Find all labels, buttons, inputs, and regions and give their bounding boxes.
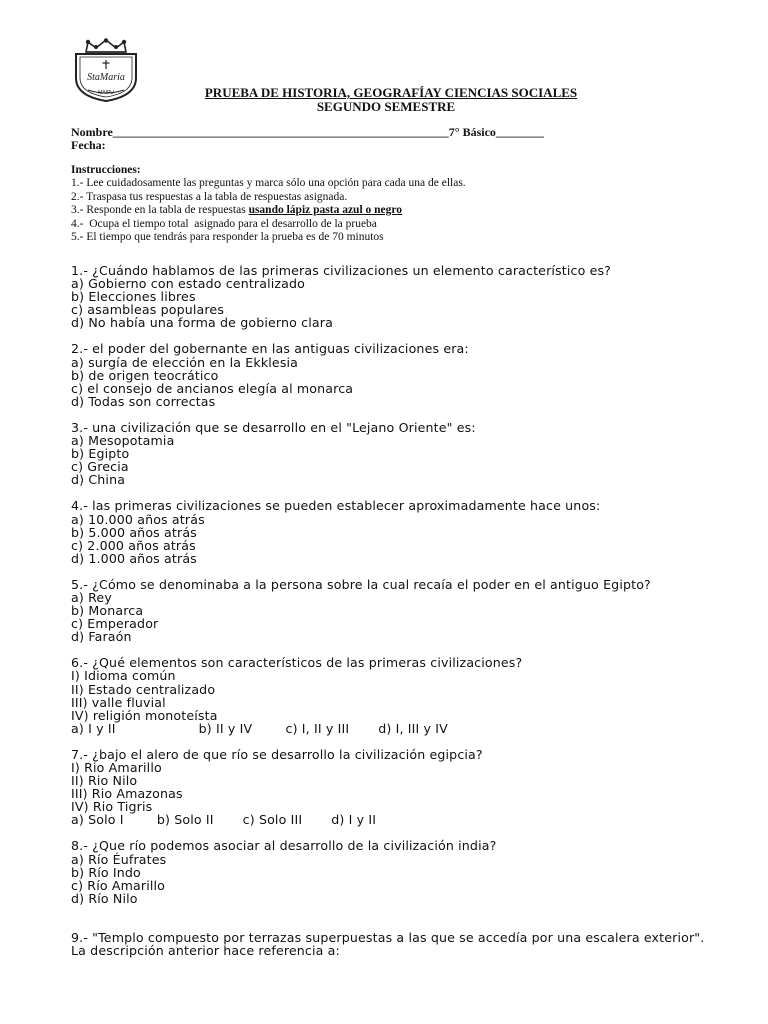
instructions-block (71, 164, 466, 244)
question-6-item-iii: III) valle fluvial (71, 694, 166, 710)
instruction-item-4: 4.- Ocupa el tiempo total asignado para el desarrollo de la prueba (71, 217, 377, 230)
question-1-option-a[interactable]: a) Gobierno con estado centralizado (71, 276, 306, 292)
question-4-stem: 4.- las primeras civilizaciones se pueden establecer aproximadamente hace unos: (71, 498, 601, 514)
exam-title-line1: PRUEBA DE HISTORIA, GEOGRAFÍAY CIENCIAS SOCIALES (204, 85, 578, 100)
question-6-item-ii: II) Estado centralizado (71, 681, 216, 697)
question-3-stem: 3.- una civilización que se desarrollo en el "Lejano Oriente" es: (71, 419, 476, 435)
question-8-option-c[interactable]: c) Río Amarillo (71, 877, 166, 893)
instructions-heading: Instrucciones: (71, 164, 141, 176)
question-4-option-d[interactable]: d) 1.000 años atrás (71, 550, 197, 566)
question-2-option-b[interactable]: b) de origen teocrático (71, 367, 219, 383)
question-4-option-c[interactable]: c) 2.000 años atrás (71, 537, 196, 553)
logo-subtext: MAIPU (98, 90, 114, 96)
question-1-option-d[interactable]: d) No había una forma de gobierno clara (71, 315, 333, 331)
question-6-stem: 6.- ¿Qué elementos son característicos de las primeras civilizaciones? (71, 655, 523, 671)
question-2-option-d[interactable]: d) Todas son correctas (71, 393, 216, 409)
question-6-item-i: I) Idioma común (71, 668, 176, 684)
question-3-option-a[interactable]: a) Mesopotamia (71, 433, 175, 449)
questions-list (71, 264, 751, 970)
question-7-item-ii: II) Rio Nilo (71, 773, 138, 789)
question-2 (71, 342, 751, 407)
question-2-stem: 2.- el poder del gobernante en las antiguas civilizaciones era: (71, 341, 469, 357)
question-7-options[interactable]: a) Solo I b) Solo II c) Solo III d) I y II (71, 812, 377, 828)
nombre-field[interactable]: Nombre________________________________________________________7° Básico________ (71, 125, 544, 139)
student-info-block (71, 126, 544, 152)
question-3-option-b[interactable]: b) Egipto (71, 446, 130, 462)
question-2-option-a[interactable]: a) surgía de elección en la Ekklesia (71, 354, 299, 370)
instruction-item-1: 1.- Lee cuidadosamente las preguntas y marca sólo una opción para cada una de ellas. (71, 177, 466, 190)
logo-name-text: StaMaria (87, 72, 125, 83)
instruction-item-3-emphasis: usando lápiz pasta azul o negro (248, 204, 403, 217)
question-5-option-d[interactable]: d) Faraón (71, 629, 132, 645)
question-3-option-d[interactable]: d) China (71, 472, 126, 488)
question-7-item-iv: IV) Rio Tigris (71, 799, 153, 815)
question-5-option-a[interactable]: a) Rey (71, 589, 112, 605)
question-7 (71, 748, 751, 827)
question-5-option-b[interactable]: b) Monarca (71, 603, 144, 619)
question-6 (71, 656, 751, 735)
question-7-item-iii: III) Rio Amazonas (71, 786, 183, 802)
instruction-item-3-prefix: 3.- Responde en la tabla de respuestas (71, 204, 249, 217)
question-6-options[interactable]: a) I y II b) II y IV c) I, II y III d) I, III y IV (71, 720, 448, 736)
question-5-option-c[interactable]: c) Emperador (71, 616, 159, 632)
fecha-field[interactable]: Fecha: (71, 138, 106, 152)
question-7-stem: 7.- ¿bajo el alero de que río se desarrollo la civilización egipcia? (71, 746, 483, 762)
question-1-stem: 1.- ¿Cuándo hablamos de las primeras civilizaciones un elemento característico es? (71, 263, 612, 278)
question-8-stem: 8.- ¿Que río podemos asociar al desarrollo de la civilización india? (71, 838, 497, 854)
question-1-option-c[interactable]: c) asambleas populares (71, 302, 225, 318)
instruction-item-3 (71, 204, 466, 217)
question-8-option-b[interactable]: b) Río Indo (71, 864, 141, 880)
question-6-item-iv: IV) religión monoteísta (71, 707, 218, 723)
question-1-option-b[interactable]: b) Elecciones libres (71, 289, 196, 305)
exam-title-line2: SEGUNDO SEMESTRE (316, 99, 456, 114)
question-4 (71, 499, 751, 564)
question-3 (71, 421, 751, 486)
question-8 (71, 839, 751, 904)
instruction-item-2: 2.- Traspasa tus respuestas a la tabla de respuestas asignada. (71, 190, 348, 203)
question-7-item-i: I) Rio Amarillo (71, 760, 162, 775)
question-5-stem: 5.- ¿Cómo se denominaba a la persona sobre la cual recaía el poder en el antiguo Egipto? (71, 576, 651, 592)
instruction-item-5: 5.- El tiempo que tendrás para responder la prueba es de 70 minutos (71, 231, 384, 244)
question-9-stem: 9.- "Templo compuesto por terrazas superpuestas a las que se accedía por una escalera exterior". La descripción anterior hace referencia a: (71, 929, 705, 959)
question-4-option-a[interactable]: a) 10.000 años atrás (71, 511, 205, 527)
question-5 (71, 578, 751, 643)
question-2-option-c[interactable]: c) el consejo de ancianos elegía al monarca (71, 380, 354, 396)
question-4-option-b[interactable]: b) 5.000 años atrás (71, 524, 197, 540)
exam-title (0, 86, 768, 114)
question-3-option-c[interactable]: c) Grecia (71, 459, 129, 475)
question-8-option-a[interactable]: a) Río Éufrates (71, 851, 167, 867)
question-8-option-d[interactable]: d) Río Nilo (71, 890, 138, 906)
question-9 (71, 931, 751, 957)
question-1 (71, 264, 751, 329)
